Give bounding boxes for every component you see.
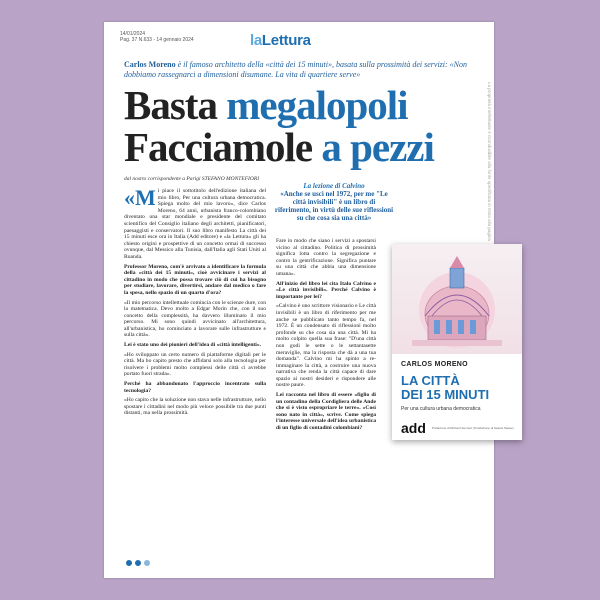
book-title-line: DEI 15 MINUTI xyxy=(401,387,490,402)
dot-icon xyxy=(135,560,141,566)
dot-icon xyxy=(126,560,132,566)
book-title-line: LA CITTÀ xyxy=(401,373,460,388)
masthead-la: la xyxy=(250,32,262,49)
headline-part: Basta xyxy=(124,82,227,128)
book-subtitle: Per una cultura urbana democratica xyxy=(401,406,481,412)
masthead-logo xyxy=(250,32,311,49)
paragraph: «Ho capito che la soluzione non stava nelle infrastrutture, nello spostare i cittadini nel modo più veloce possibile tra due punti distanti, ma nella prossimità. xyxy=(124,397,266,417)
dome-building-icon xyxy=(392,244,522,354)
masthead-lettura: Lettura xyxy=(261,32,311,49)
pagination-dots xyxy=(126,560,150,566)
byline: dal nostro corrispondente a Parigi STEFANO MONTEFIORI xyxy=(124,176,260,182)
clipping-meta xyxy=(120,31,194,43)
article-column-2 xyxy=(276,238,376,435)
publisher-logo: add xyxy=(401,420,426,436)
pull-quote-text: «Anche se uscì nel 1972, per me "Le città invisibili" è un libro di riferimento, in virtù delle sue riflessioni su che cosa sia una città» xyxy=(274,190,394,222)
book-illustration xyxy=(392,244,522,354)
paragraph: «Calvino è uno scrittore visionario e Le città invisibili è un libro di riferimento per me anche se pubblicato tanto tempo fa, nel 1972. È un condensato di riflessioni molto profonde su che cosa sia una città. Mi ha molto colpito quella sua frase: "D'una città non godi le sette o le settantasette meraviglie, ma la risposta che dà a una tua domanda". Calvino mi ha spinto a re-immaginare la città, a costruire una nuova narrativa che renda la città capace di dare spazio ai nostri desideri e rispondere alle nostre paure. xyxy=(276,303,376,389)
paragraph: «Ho sviluppato un certo numero di piattaforme digitali per le città. Ma ho capito presto che affidarsi solo alla tecnologia per risolvere i problemi molto complessi delle città ci avrebbe portato fuori strada». xyxy=(124,351,266,378)
question: Lei è stato uno dei pionieri dell'idea di «città intelligenti». xyxy=(124,342,262,349)
question: Professor Moreno, com'è arrivato a identificare la formula della «città dei 15 minuti», cioè avvicinare i servizi al cittadino in modo che possa trovare ciò di cui ha bisogno per studiare, lavorare, divertirsi, andare dal medico o fare la spesa, nello spazio di un quarto d'ora? xyxy=(124,263,266,296)
intro-text: è il famoso architetto della «città dei 15 minuti», basata sulla prossimità dei servizi: «Non dobbiamo rassegnarci a dimensioni disumane. La vita di quartiere serve» xyxy=(124,60,468,79)
paragraph: Fare in modo che siano i servizi a spostarsi vicino al cittadino. Politica di prossimità significa lotta contro la segregazione e contro la gentrificazione. Significa puntare su una città che abbia una dimensione umana». xyxy=(276,238,376,277)
clipping-date: 14/01/2024 xyxy=(120,31,146,37)
headline-part: Facciamole xyxy=(124,124,322,170)
article-intro xyxy=(124,60,484,79)
question: All'inizio del libro lei cita Italo Calvino e «Le città invisibili». Perché Calvino è importante per lei? xyxy=(276,280,376,300)
paragraph: «Il mio percorso intellettuale comincia con le scienze dure, con la matematica. Devo molto a Edgar Morin che, con il suo concetto della complessità, ha davvero illuminato il mio percorso. Mi sono quindi avvicinato all'architettura, all'urbanistica, ho cominciato a lavorare sulle infrastrutture e sulla città». xyxy=(124,299,266,339)
pull-quote xyxy=(274,182,394,222)
book-credits: Prefazione di Richard Sennett | Postfazione di Sascia Sassen xyxy=(432,426,514,430)
headline-part: a pezzi xyxy=(321,124,434,170)
dropcap: «M xyxy=(124,185,156,210)
book-title xyxy=(401,374,516,402)
dot-icon xyxy=(144,560,150,566)
headline-part: megalopoli xyxy=(226,82,408,128)
question: Lei racconta nel libro di essere «figlio di un contadino della Cordigliera delle Ande che si è visto espropriare le terre». «Così sono nato in città», scrive. Come spiega l'interesse universale dell'idea urbanistica di un figlio di contadini colombiani? xyxy=(276,392,376,432)
book-author: CARLOS MORENO xyxy=(401,361,468,368)
question: Perché ha abbandonato l'approccio incentrato sulla tecnologia? xyxy=(124,381,266,394)
book-cover xyxy=(392,244,522,440)
clipping-page-info: Pag. 37 N.633 - 14 gennaio 2024 xyxy=(120,37,194,43)
article-column-1 xyxy=(124,185,266,420)
article-headline xyxy=(124,84,484,168)
intro-name: Carlos Moreno xyxy=(124,60,176,69)
paragraph: i piace il sottotitolo dell'edizione italiana del mio libro, Per una cultura urbana democratica. Spiega molto del mio lavoro», dice Carlos Moreno, 64 anni, urbanista franco-colombiano diventato una star mondiale e presidente del comitato scientifico del Consiglio italiano degli architetti, pianificatori, paesaggisti e conservatori. Il suo libro manifesto La città dei 15 minuti esce ora in Italia (Add editore) e «la Lettura» gli ha chiesto origini e prospettive di un concetto ormai di successo ovunque, dal Messico alla Tunisia, dall'Italia agli Stati Uniti al Ruanda. xyxy=(124,188,266,260)
pull-quote-title: La lezione di Calvino xyxy=(303,182,365,190)
side-notice: La proprietà intellettuale è riconducibile alla fonte specificata in testa alla pagina xyxy=(487,82,492,241)
